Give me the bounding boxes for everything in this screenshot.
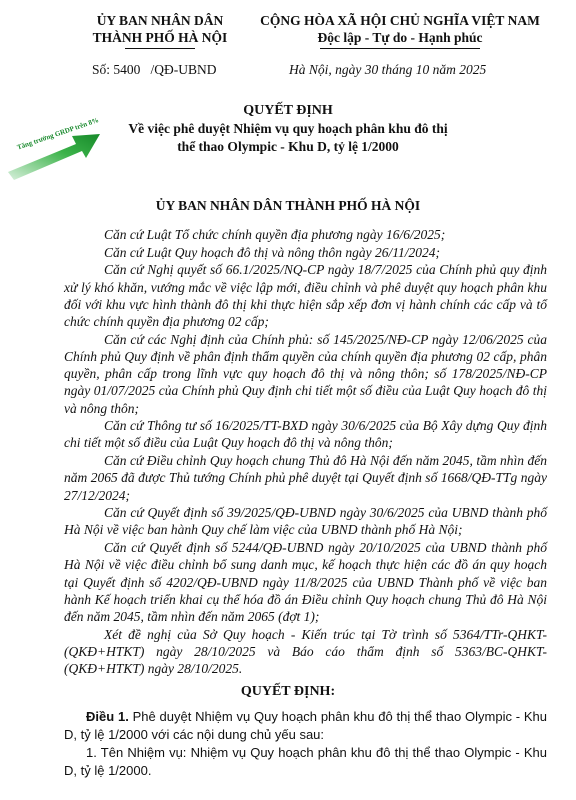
title-heading: QUYẾT ĐỊNH bbox=[243, 103, 333, 118]
article-1-text: Phê duyệt Nhiệm vụ Quy hoạch phân khu đô thị thể thao Olympic - Khu D, tỷ lệ 1/2000 với các nội dung chủ yếu sau: bbox=[64, 709, 547, 742]
legal-basis-paragraph: Căn cứ Luật Tổ chức chính quyền địa phương ngày 16/6/2025; bbox=[104, 227, 446, 242]
legal-basis-paragraph: Căn cứ Điều chỉnh Quy hoạch chung Thủ đô Hà Nội đến năm 2045, tầm nhìn đến năm 2065 đã được Thủ tướng Chính phủ phê duyệt tại Quyết định số 1668/QĐ-TTg ngày 27/12/2024; bbox=[64, 453, 547, 503]
article-1-item-1: 1. Tên Nhiệm vụ: Nhiệm vụ Quy hoạch phân khu đô thị thể thao Olympic - Khu D, tỷ lệ 1/2000. bbox=[64, 745, 547, 778]
legal-basis-paragraph: Căn cứ Quyết định số 5244/QĐ-UBND ngày 20/10/2025 của UBND thành phố Hà Nội về việc điều chỉnh bổ sung danh mục, kế hoạch thực hiện các đồ án quy hoạch tại Quyết định số 4202/QĐ-UBND ngày 11/8/2025 của UBND Thành phố về việc ban hành Kế hoạch triển khai cụ thể hóa đồ án Điều chỉnh Quy hoạch chung Thủ đô Hà Nội đến năm 2045, tầm nhìn đến năm 2065 (đợt 1); bbox=[64, 540, 547, 624]
national-motto: Độc lập - Tự do - Hạnh phúc bbox=[317, 30, 483, 45]
article-1 bbox=[64, 708, 547, 780]
article-1-label: Điều 1. bbox=[86, 709, 129, 724]
issue-date: Hà Nội, ngày 30 tháng 10 năm 2025 bbox=[289, 62, 487, 77]
legal-basis-paragraph: Xét đề nghị của Sở Quy hoạch - Kiến trúc tại Tờ trình số 5364/TTr-QHKT-(QKĐ+HTKT) ngày 28/10/2025 và Báo cáo thẩm định số 5363/BC-QHKT-(QKĐ+HTKT) ngày 28/10/2025. bbox=[64, 626, 547, 677]
header-underline-right bbox=[320, 48, 480, 49]
authority-line-1: ỦY BAN NHÂN DÂN bbox=[96, 13, 224, 28]
issuing-authority-header bbox=[70, 12, 250, 49]
growth-arrow-label: Tăng trưởng GRDP trên 8% bbox=[16, 116, 100, 152]
header-underline-left bbox=[125, 48, 195, 49]
national-header bbox=[250, 12, 550, 49]
legal-basis-paragraph: Căn cứ Nghị quyết số 66.1/2025/NQ-CP ngày 18/7/2025 của Chính phủ quy định xử lý khó khăn, vướng mắc về việc lập mới, điều chỉnh và phê duyệt quy hoạch phân khu đối với khu vực hình thành đô thị khi thực hiện sắp xếp đơn vị hành chính các cấp và tổ chức chính quyền địa phương 02 cấp; bbox=[64, 262, 547, 330]
document-number: Số: 5400 /QĐ-UBND bbox=[92, 62, 217, 77]
authority-title: ỦY BAN NHÂN DÂN THÀNH PHỐ HÀ NỘI bbox=[155, 198, 421, 213]
title-subject-line-2: thể thao Olympic - Khu D, tỷ lệ 1/2000 bbox=[177, 139, 399, 154]
title-subject-line-1: Về việc phê duyệt Nhiệm vụ quy hoạch phân khu đô thị bbox=[128, 121, 448, 136]
article-1-intro bbox=[64, 708, 547, 744]
legal-basis-paragraph: Căn cứ các Nghị định của Chính phủ: số 145/2025/NĐ-CP ngày 12/06/2025 của Chính phủ Quy định về phân định thẩm quyền của chính quyền địa phương 02 cấp, phân quyền, phân cấp trong lĩnh vực quy hoạch đô thị và nông thôn; số 178/2025/NĐ-CP ngày 01/07/2025 của Chính phủ Quy định chi tiết một số điều của Luật Quy hoạch đô thị và nông thôn; bbox=[64, 331, 547, 416]
growth-arrow-graphic bbox=[6, 116, 102, 180]
legal-basis-paragraph: Căn cứ Thông tư số 16/2025/TT-BXD ngày 30/6/2025 của Bộ Xây dựng Quy định chi tiết một số điều của Luật Quy hoạch đô thị và nông thôn; bbox=[64, 418, 547, 451]
legal-basis-section bbox=[64, 226, 547, 678]
legal-basis-paragraph: Căn cứ Quyết định số 39/2025/QĐ-UBND ngày 30/6/2025 của UBND thành phố Hà Nội về việc ban hành Quy chế làm việc của UBND thành phố Hà Nội; bbox=[64, 505, 547, 538]
national-title: CỘNG HÒA XÃ HỘI CHỦ NGHĨA VIỆT NAM bbox=[260, 13, 540, 28]
decision-heading: QUYẾT ĐỊNH: bbox=[240, 684, 336, 699]
authority-line-2: THÀNH PHỐ HÀ NỘI bbox=[92, 30, 228, 45]
legal-basis-paragraph: Căn cứ Luật Quy hoạch đô thị và nông thôn ngày 26/11/2024; bbox=[104, 244, 440, 260]
